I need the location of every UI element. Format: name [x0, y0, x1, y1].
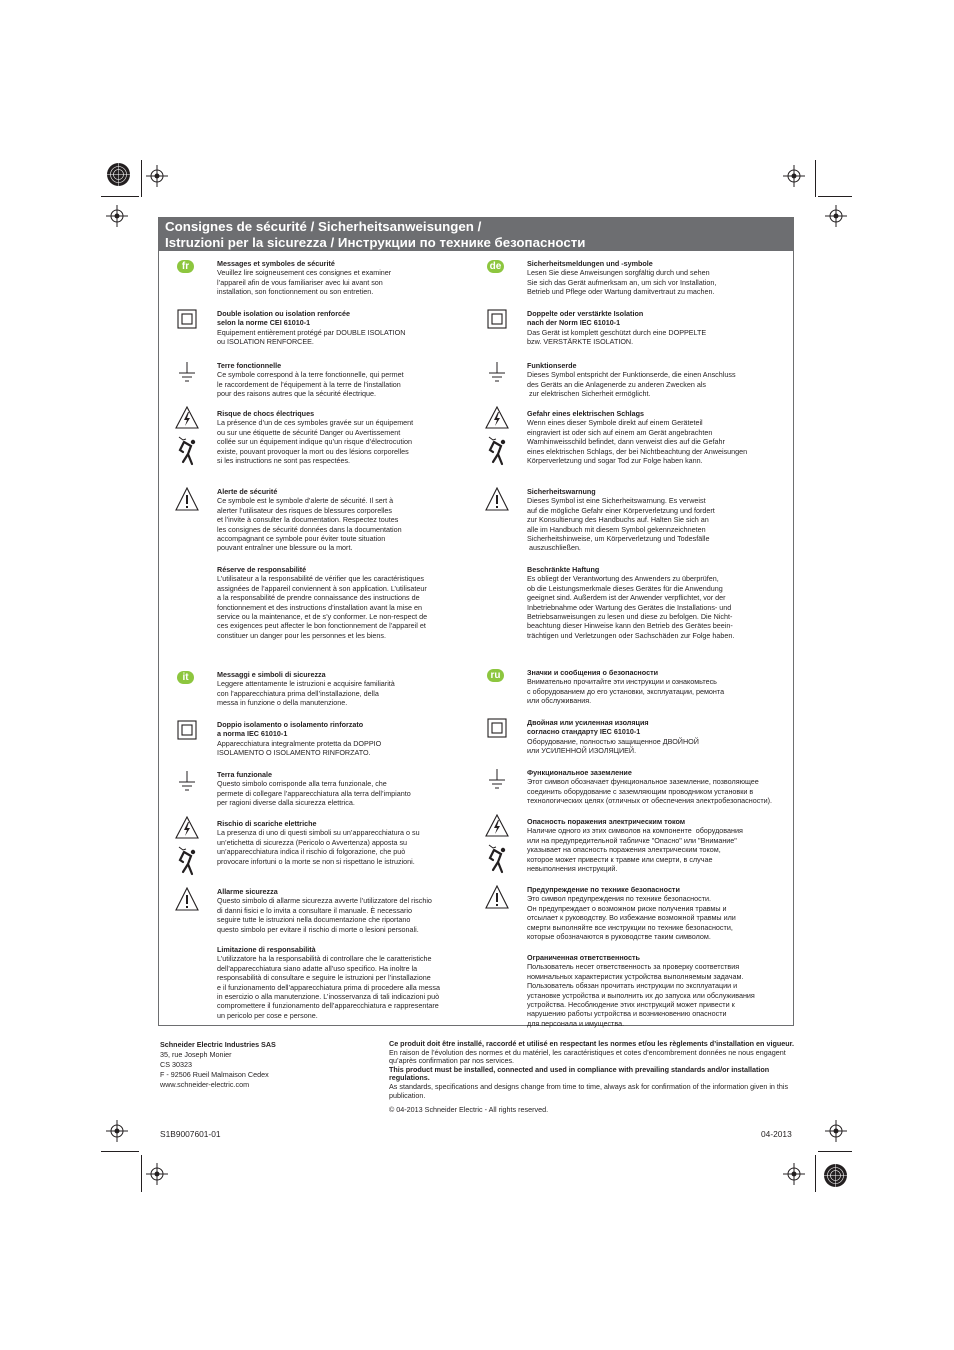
- entry-body: La presenza di uno di questi simboli su un’apparecchiatura o su un’etichetta di sicurezza (Pericolo o Avvertenza) apposta su un’apparecchiatura indica il rischio di folgorazione, che può provocare infortuni o la morte se non si rispettano le istruzioni.: [217, 828, 420, 866]
- entry-body: Lesen Sie diese Anweisungen sorgfältig durch und sehen Sie sich das Gerät aufmerksam an, um sich vor Installation, Betrieb und Pflege oder Wartung damitvertraut zu machen.: [527, 268, 717, 297]
- crop-mark: [101, 196, 139, 197]
- company-block: [160, 1040, 276, 1090]
- entry-heading: Ограниченная ответственность: [527, 953, 640, 962]
- entry-body: Этот символ обозначает функциональное заземление, позволяющее соединить оборудование с заземляющим проводником установки в технологических целях (отличных от обеспечения электробезопасности).: [527, 777, 773, 806]
- safety-entry: [217, 259, 391, 297]
- legal-fr-bold: Ce produit doit être installé, raccordé et utilisé en respectant les normes et/ou les règlements d’installation en vigueur.: [389, 1039, 795, 1048]
- company-address: 35, rue Joseph Monier CS 30323 F - 92506 Rueil Malmaison Cedex www.schneider-electric.com: [160, 1050, 269, 1089]
- copyright: © 04-2013 Schneider Electric - All rights reserved.: [389, 1105, 549, 1115]
- crop-mark: [141, 160, 142, 197]
- registration-crosshair-mark: [783, 165, 805, 187]
- safety-entry: [527, 259, 716, 297]
- legal-en-bold: This product must be installed, connected and used in compliance with prevailing standards and/or installation regulations.: [389, 1064, 770, 1083]
- registration-crosshair-mark: [783, 1163, 805, 1185]
- entry-body: Es obliegt der Verantwortung des Anwenders zu überprüfen, ob die Leistungsmerkmale dieses Gerätes für die Anwendung geeignet sind. Außerdem ist der Anwender verpflichtet, vor der Inbetriebnahme oder Wartung des Gerätes die Installations- und Betriebsanweisungen zu lesen und diese zu befolgen. Die Nicht- beachtung dieser Hinweise kann den Betrieb des Gerätes beein- trächtigen und Verletzungen oder Sachschäden zur Folge haben.: [527, 574, 735, 640]
- entry-body: L’utilisateur a la responsabilité de vérifier que les caractéristiques assignées de l’appareil conviennent à son application. L’utilisateur a la responsabilité de prendre connaissance des instructions de fonctionnement et des instructions d’installation avant la mise en service ou la maintenance, et de s’y conformer. Le non-respect de ces exigences peut affecter le bon fonctionnement de l’appareil et constituer un danger pour les personnes et les biens.: [217, 574, 428, 640]
- entry-body: Wenn eines dieser Symbole direkt auf einem Geräteteil eingraviert ist oder sich auf einem am Gerät angebrachten Warnhinweisschild befindet, dann verweist dies auf die Gefahr eines elektrischen Schlags, der bei Nichtbeachtung der Anweisungen Körperverletzung und sogar Tod zur Folge haben kann.: [527, 418, 748, 466]
- language-badge-ru: ru: [487, 669, 504, 682]
- entry-heading: Alerte de sécurité: [217, 487, 278, 496]
- safety-entry: [217, 670, 395, 708]
- entry-body: Внимательно прочитайте эти инструкции и ознакомьтесь с оборудованием до его установки, эксплуатации, ремонта или обслуживания.: [527, 677, 725, 706]
- entry-heading: Terra funzionale: [217, 770, 272, 779]
- entry-heading: Doppelte oder verstärkte Isolation nach der Norm IEC 61010-1: [527, 309, 644, 328]
- registration-crosshair-mark: [106, 205, 128, 227]
- entry-heading: Двойная или усиленная изоляция согласно стандарту IEC 61010-1: [527, 718, 649, 737]
- safety-entry: [527, 768, 772, 806]
- entry-heading: Limitazione di responsabilità: [217, 945, 316, 954]
- entry-body: La présence d’un de ces symboles gravée sur un équipement ou sur une étiquette de sécurité Danger ou Avertissement collée sur un équipement indique qu’un risque d’électrocution existe, pouvant provoquer la mort ou des lésions corporelles si les instructions ne sont pas respectées.: [217, 418, 414, 466]
- company-name: Schneider Electric Industries SAS: [160, 1040, 276, 1049]
- safety-entry: [527, 885, 736, 941]
- safety-entry: [217, 945, 440, 1020]
- safety-entry: [217, 409, 413, 465]
- entry-body: Questo simbolo corrisponde alla terra funzionale, che permete di collegare l’apparecchiatura alla terra dell’impianto per ragioni diverse dalla sicurezza elettrica.: [217, 779, 411, 808]
- electric-shock-icon: [175, 406, 199, 475]
- legal-fr-text: En raison de l’évolution des normes et du matériel, les caractéristiques et cotes d’encombrement données ne nous engagent qu’après confirmation par nos services.: [389, 1047, 786, 1066]
- safety-entry: [217, 565, 427, 640]
- entry-body: Ce symbole correspond à la terre fonctionnelle, qui permet le raccordement de l’équipement à la terre de l’installation pour des raisons autres que la sécurité électrique.: [217, 370, 404, 399]
- safety-entry: [217, 770, 411, 808]
- entry-body: Ce symbole est le symbole d’alerte de sécurité. Il sert à alerter l’utilisateur des risques de blessures corporelles et l’invite à consulter la documentation. Respectez toutes les consignes de sécurité données dans la documentation accompagnant ce symbole pour éviter toute situation pouvant entraîner une blessure ou la mort.: [217, 496, 402, 553]
- entry-heading: Double isolation ou isolation renforcée selon la norme CEI 61010-1: [217, 309, 350, 328]
- registration-crosshair-mark: [825, 1120, 847, 1142]
- entry-body: Это символ предупреждения по технике безопасности. Он предупреждает о возможном риске получения травмы и отсылает к руководству. Во избежание возможной травмы или смерти выполняйте все инструкции по технике безопасности, которые обозначаются в руководстве таким символом.: [527, 894, 736, 942]
- functional-earth-icon: [177, 770, 197, 797]
- crop-mark: [815, 1155, 816, 1192]
- double-insulation-icon: [487, 718, 507, 743]
- safety-instructions-panel: [158, 217, 794, 1026]
- registration-crosshair-mark: [825, 205, 847, 227]
- document-reference: S1B9007601-01: [160, 1129, 221, 1139]
- safety-alert-icon: [485, 487, 509, 516]
- electric-shock-icon: [485, 814, 509, 883]
- entry-heading: Sicherheitsmeldungen und -symbole: [527, 259, 653, 268]
- color-registration-mark: [106, 162, 131, 187]
- legal-en-text: As standards, specifications and designs change from time to time, always ask for confirmation of the information given in this publication.: [389, 1081, 789, 1100]
- functional-earth-icon: [177, 361, 197, 388]
- safety-entry: [527, 565, 734, 640]
- double-insulation-icon: [177, 309, 197, 334]
- safety-entry: [527, 817, 743, 873]
- entry-body: Наличие одного из этих символов на компоненте оборудования или на предупредительной табличке "Опасно" или "Внимание" указывает на опасность поражения электрическим током, которое может привести к травме или смерти, в случае невыполнения инструкций.: [527, 826, 743, 874]
- title-line-2: Istruzioni per la sicurezza / Инструкции по технике безопасности: [165, 234, 586, 250]
- safety-entry: [217, 720, 381, 758]
- safety-entry: [217, 887, 432, 934]
- document-date: 04-2013: [761, 1129, 792, 1139]
- entry-heading: Risque de chocs électriques: [217, 409, 315, 418]
- entry-heading: Messaggi e simboli di sicurezza: [217, 670, 326, 679]
- safety-alert-icon: [485, 885, 509, 914]
- entry-heading: Sicherheitswarnung: [527, 487, 596, 496]
- entry-heading: Réserve de responsabilité: [217, 565, 307, 574]
- entry-body: Dieses Symbol ist eine Sicherheitswarnung. Es verweist auf die mögliche Gefahr einer Körperverletzung und fordert zur Konsultierung des Handbuchs auf. Halten Sie sich an alle im Handbuch mit diesem Symbol gekennzeichneten Sicherheitshinweise, um Körperverletzung und Todesfälle auszuschließen.: [527, 496, 715, 553]
- safety-alert-icon: [175, 487, 199, 516]
- entry-body: Das Gerät ist komplett geschützt durch eine DOPPELTE bzw. VERSTÄRKTE ISOLATION.: [527, 327, 707, 347]
- title-line-1: Consignes de sécurité / Sicherheitsanweisungen /: [165, 219, 482, 234]
- safety-entry: [217, 361, 404, 399]
- double-insulation-icon: [487, 309, 507, 334]
- safety-entry: [527, 668, 724, 706]
- entry-body: Equipement entièrement protégé par DOUBLE ISOLATION ou ISOLATION RENFORCEE.: [217, 327, 406, 347]
- entry-body: Apparecchiatura integralmente protetta da DOPPIO ISOLAMENTO O ISOLAMENTO RINFORZATO.: [217, 738, 382, 758]
- entry-heading: Messages et symboles de sécurité: [217, 259, 335, 268]
- registration-crosshair-mark: [146, 1163, 168, 1185]
- entry-body: Questo simbolo di allarme sicurezza avverte l’utilizzatore del rischio di danni fisici e lo invita a consultare il manuale. È necessario seguire tutte le istruzioni nella documentazione che riportano questo simbolo per evitare il rischio di morte o lesioni personali.: [217, 896, 432, 934]
- entry-heading: Funktionserde: [527, 361, 577, 370]
- entry-heading: Allarme sicurezza: [217, 887, 278, 896]
- safety-entry: [527, 409, 747, 465]
- entry-body: Оборудование, полностью защищенное ДВОЙНОЙ или УСИЛЕННОЙ ИЗОЛЯЦИЕЙ.: [527, 736, 699, 756]
- crop-mark: [141, 1155, 142, 1192]
- entry-heading: Значки и сообщения о безопасности: [527, 668, 659, 677]
- safety-entry: [527, 361, 736, 399]
- double-insulation-icon: [177, 720, 197, 745]
- title-bar: [159, 218, 793, 251]
- legal-notice: [389, 1040, 794, 1115]
- language-badge-fr: fr: [177, 260, 194, 273]
- entry-body: Veuillez lire soigneusement ces consignes et examiner l’appareil afin de vous familiariser avec lui avant son installation, son fonctionnement ou son entretien.: [217, 268, 392, 297]
- entry-heading: Beschränkte Haftung: [527, 565, 600, 574]
- entry-heading: Rischio di scariche elettriche: [217, 819, 317, 828]
- crop-mark: [101, 1151, 139, 1152]
- functional-earth-icon: [487, 361, 507, 388]
- entry-heading: Функциональное заземление: [527, 768, 632, 777]
- entry-heading: Terre fonctionnelle: [217, 361, 282, 370]
- safety-entry: [527, 309, 706, 347]
- entry-heading: Doppio isolamento o isolamento rinforzato a norma IEC 61010-1: [217, 720, 364, 739]
- safety-entry: [217, 309, 405, 347]
- safety-entry: [217, 819, 420, 866]
- registration-crosshair-mark: [106, 1120, 128, 1142]
- registration-crosshair-mark: [146, 165, 168, 187]
- language-badge-it: it: [177, 671, 194, 684]
- language-badge-de: de: [487, 260, 504, 273]
- functional-earth-icon: [487, 768, 507, 795]
- safety-entry: [527, 487, 715, 553]
- electric-shock-icon: [175, 816, 199, 885]
- color-registration-mark: [823, 1163, 848, 1188]
- electric-shock-icon: [485, 406, 509, 475]
- safety-entry: [527, 953, 755, 1028]
- safety-alert-icon: [175, 887, 199, 916]
- entry-heading: Предупреждение по технике безопасности: [527, 885, 680, 894]
- crop-mark: [818, 1151, 852, 1152]
- crop-mark: [818, 196, 852, 197]
- entry-body: Пользователь несет ответственность за проверку соответствия номинальных характеристик устройства выполняемым задачам. Пользователь обязан прочитать инструкции по эксплуатации и установке устройства и выполнить их до запуска или обслуживания устройства. Несоблюдение этих инструкций может привести к нарушению работы устройства и возникновению опасности для персонала и имущества.: [527, 962, 755, 1028]
- entry-body: Leggere attentamente le istruzioni e acquisire familiarità con l’apparecchiatura prima dell’installazione, della messa in funzione o della manutenzione.: [217, 679, 395, 708]
- entry-heading: Опасность поражения электрическим током: [527, 817, 686, 826]
- entry-body: L’utilizzatore ha la responsabilità di controllare che le caratteristiche dell’apparecchiatura siano adatte all’uso specifico. Ha inoltre la responsabilità di consultare e seguire le istruzioni per l’installazione e il funzionamento dell’apparecchiatura prima di procedere alla messa in esercizio o alla manutenzione. L’inosservanza di tali indicazioni può compromettere il funzionamento dell’apparecchiatura e rappresentare un pericolo per cose e persone.: [217, 954, 440, 1020]
- crop-mark: [815, 160, 816, 197]
- entry-heading: Gefahr eines elektrischen Schlags: [527, 409, 645, 418]
- entry-body: Dieses Symbol entspricht der Funktionserde, die einen Anschluss des Geräts an die Anlagenerde zu anderen Zwecken als zur elektrischen Sicherheit ermöglicht.: [527, 370, 736, 399]
- safety-entry: [217, 487, 402, 553]
- safety-entry: [527, 718, 699, 756]
